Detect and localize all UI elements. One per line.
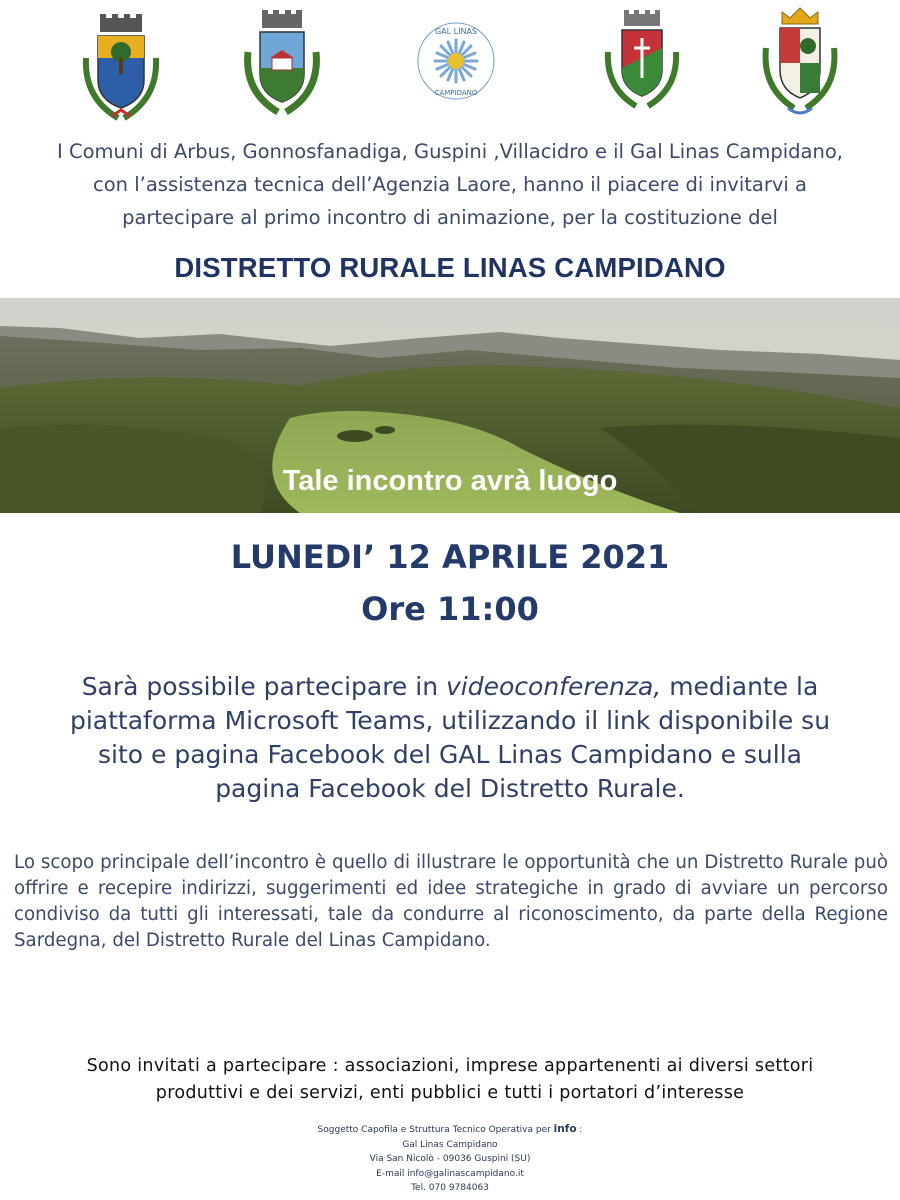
logo-row bbox=[0, 8, 900, 128]
invited-paragraph bbox=[0, 1053, 900, 1107]
video-line-1-italic: videoconferenza, bbox=[446, 672, 662, 701]
video-line-3: sito e pagina Facebook del GAL Linas Campidano e sulla bbox=[97, 740, 802, 769]
footer-line-1 bbox=[0, 1122, 900, 1138]
banner-caption: Tale incontro avrà luogo bbox=[282, 465, 618, 497]
gal-logo-text-bottom: CAMPIDANO bbox=[434, 89, 478, 97]
intro-line-1: I Comuni di Arbus, Gonnosfanadiga, Guspini ,Villacidro e il Gal Linas Campidano, bbox=[57, 140, 843, 163]
villacidro-crest-logo bbox=[758, 4, 842, 122]
guspini-crest-logo bbox=[600, 8, 684, 116]
page-title: DISTRETTO RURALE LINAS CAMPIDANO bbox=[174, 252, 726, 283]
event-date: LUNEDI’ 12 APRILE 2021 bbox=[230, 538, 670, 576]
video-line-1-prefix: Sarà possibile partecipare in bbox=[81, 672, 446, 701]
gal-linas-campidano-logo bbox=[415, 20, 497, 102]
video-line-4: pagina Facebook del Distretto Rurale. bbox=[215, 774, 685, 803]
footer-line-1-prefix: Soggetto Capofila e Struttura Tecnico Operativa per bbox=[317, 1125, 554, 1135]
scope-paragraph: Lo scopo principale dell’incontro è quello di illustrare le opportunità che un Distretto Rurale può offrire e recepire indirizzi, suggerimenti ed idee strategiche in grado di avviare un percorso condiviso da tutti gli interessati, tale da condurre al riconoscimento, da parte della Regione Sardegna, del Distretto Rurale del Linas Campidano. bbox=[14, 852, 888, 951]
intro-paragraph bbox=[0, 135, 900, 234]
videoconference-paragraph bbox=[10, 670, 890, 806]
video-line-2: piattaforma Microsoft Teams, utilizzando il link disponibile su bbox=[69, 706, 831, 735]
gal-logo-text-top: GAL LINAS bbox=[434, 27, 478, 36]
footer-contact bbox=[0, 1122, 900, 1196]
footer-email[interactable]: E-mail info@galinascampidano.it bbox=[376, 1168, 524, 1179]
footer-info-label: info bbox=[553, 1123, 577, 1135]
arbus-crest-logo bbox=[78, 8, 164, 126]
invited-line-1: Sono invitati a partecipare : associazioni, imprese appartenenti ai diversi settori bbox=[86, 1056, 814, 1076]
footer-org-name: Gal Linas Campidano bbox=[402, 1139, 498, 1150]
footer-line-1-suffix: : bbox=[576, 1125, 583, 1135]
intro-line-3: partecipare al primo incontro di animazione, per la costituzione del bbox=[122, 206, 778, 229]
invited-line-2: produttivi e dei servizi, enti pubblici e tutti i portatori d’interesse bbox=[155, 1083, 745, 1103]
event-time: Ore 11:00 bbox=[361, 590, 539, 628]
intro-line-2: con l’assistenza tecnica dell’Agenzia Laore, hanno il piacere di invitarvi a bbox=[93, 173, 807, 196]
footer-address: Via San Nicolò - 09036 Guspini (SU) bbox=[369, 1154, 531, 1164]
video-line-1-suffix: mediante la bbox=[661, 672, 819, 701]
gonnosfanadiga-crest-logo bbox=[240, 8, 324, 120]
video-line-1 bbox=[10, 670, 890, 704]
footer-phone: Tel. 070 9784063 bbox=[411, 1183, 489, 1193]
